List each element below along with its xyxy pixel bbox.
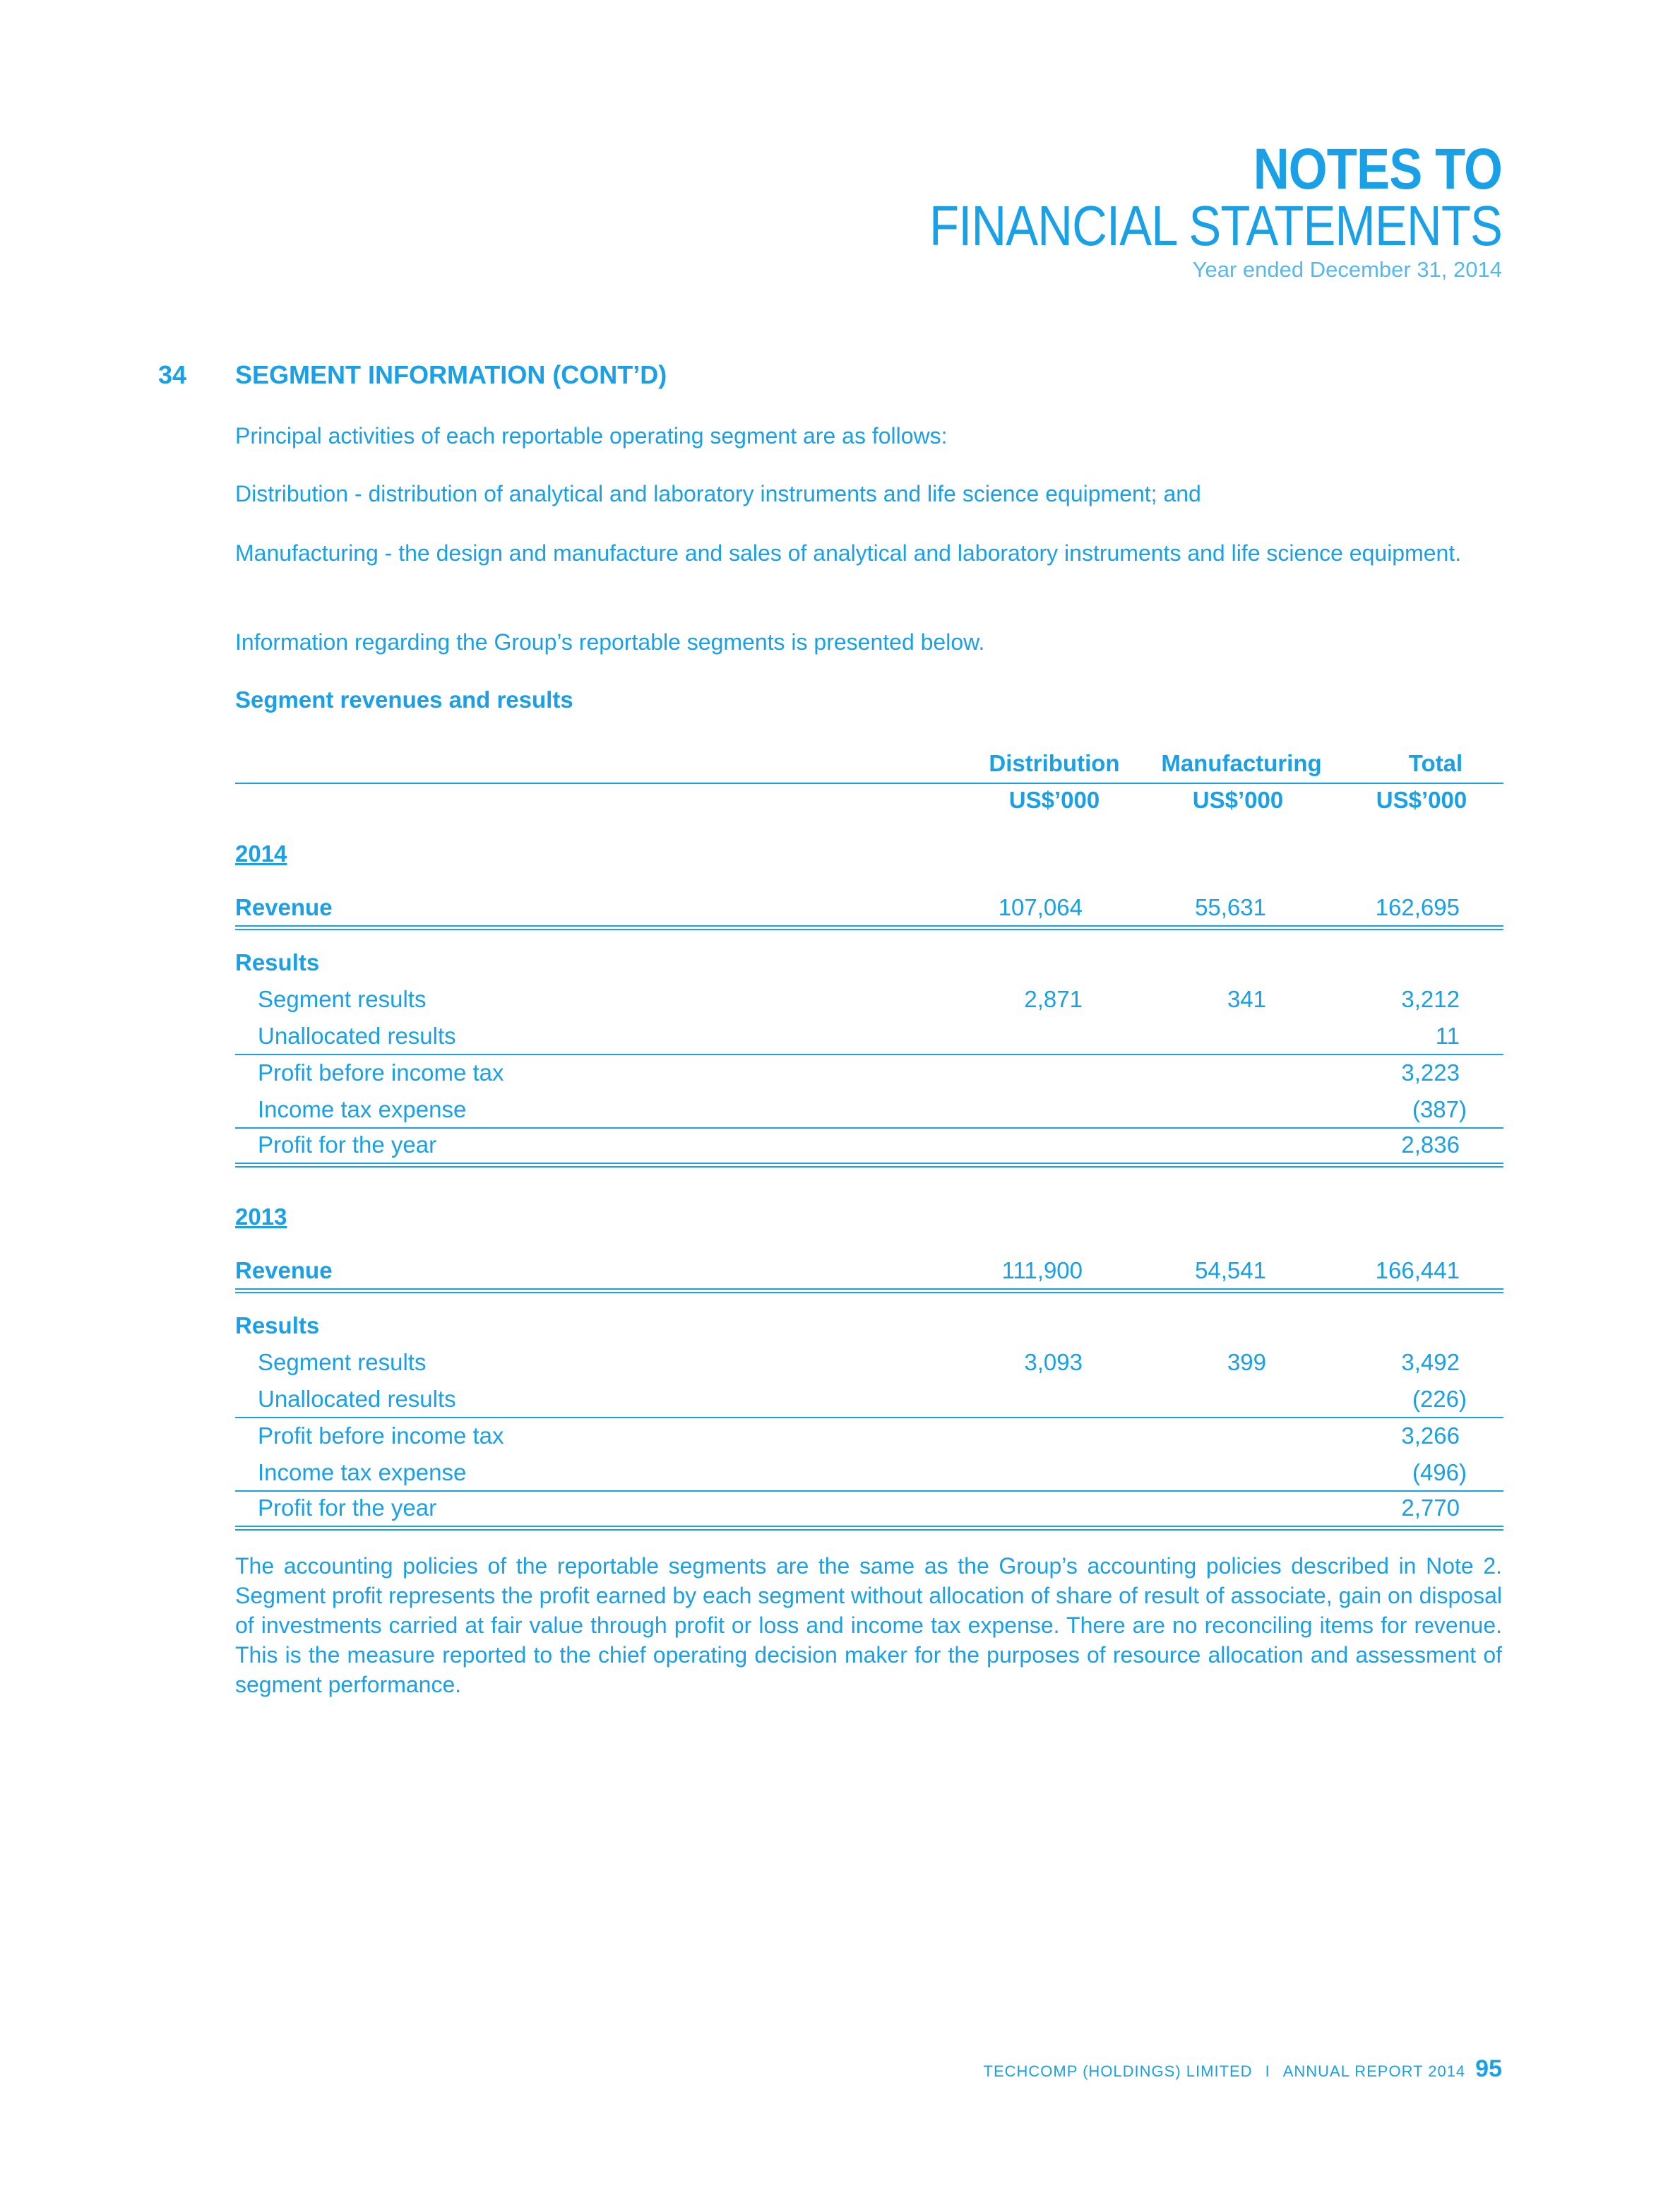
value-distribution: 3,093 (1024, 1349, 1083, 1375)
unallocated-row-2013 (235, 1386, 1503, 1417)
value-distribution: 107,064 (998, 894, 1083, 920)
unit-distribution: US$’000 (1008, 787, 1100, 813)
row-label: Profit for the year (258, 1131, 437, 1158)
unit-total: US$’000 (1376, 787, 1467, 813)
footer-company: TECHCOMP (HOLDINGS) LIMITED (983, 2062, 1253, 2080)
row-label: Unallocated results (258, 1386, 456, 1412)
value-distribution: 2,871 (1024, 986, 1083, 1012)
tax-row-2013 (235, 1459, 1503, 1490)
section-number: 34 (158, 360, 187, 389)
double-rule (235, 1288, 1503, 1293)
manufacturing-paragraph: Manufacturing - the design and manufacture and sales of analytical and laboratory instruments and life science equipment. (235, 540, 1462, 566)
col-header-total: Total (1408, 750, 1463, 776)
value-total: 2,770 (1401, 1495, 1460, 1521)
value-total: (226) (1412, 1386, 1467, 1412)
subtotal-rule (235, 1490, 1503, 1492)
segment-results-row-2013 (235, 1349, 1503, 1380)
row-label: Results (235, 949, 320, 975)
double-rule (235, 1526, 1503, 1531)
info-paragraph: Information regarding the Group’s reportable segments is presented below. (235, 629, 985, 655)
row-label: Profit before income tax (258, 1422, 504, 1449)
subtotal-rule (235, 1054, 1503, 1055)
row-label: Results (235, 1312, 320, 1338)
subheading: Segment revenues and results (235, 687, 573, 713)
value-manufacturing: 341 (1227, 986, 1266, 1012)
row-label: Income tax expense (258, 1096, 467, 1122)
page-header (836, 137, 1502, 285)
value-total: 3,266 (1401, 1422, 1460, 1449)
value-total: 3,492 (1401, 1349, 1460, 1375)
revenue-row-2014 (235, 894, 1503, 925)
footer-separator: I (1265, 2062, 1270, 2080)
section-title: SEGMENT INFORMATION (CONT’D) (235, 360, 667, 389)
double-rule (235, 1163, 1503, 1168)
revenue-row-2013 (235, 1257, 1503, 1288)
subtotal-rule (235, 1417, 1503, 1418)
row-label: Segment results (258, 986, 427, 1012)
year-heading-2014 (235, 840, 1503, 872)
profit-row-2013 (235, 1495, 1503, 1526)
row-label: Segment results (258, 1349, 427, 1375)
segment-results-row-2014 (235, 986, 1503, 1017)
tax-row-2014 (235, 1096, 1503, 1127)
results-heading-2013 (235, 1312, 1503, 1343)
value-total: 11 (1435, 1023, 1460, 1049)
header-subtitle: FINANCIAL STATEMENTS (929, 194, 1502, 257)
footer-report: ANNUAL REPORT 2014 (1282, 2062, 1466, 2080)
value-total: 3,223 (1401, 1059, 1460, 1086)
value-manufacturing: 399 (1227, 1349, 1266, 1375)
col-header-distribution: Distribution (989, 750, 1120, 776)
value-total: 2,836 (1401, 1131, 1460, 1158)
col-header-manufacturing: Manufacturing (1161, 750, 1322, 776)
accounting-note: The accounting policies of the reportable segments are the same as the Group’s accounting policies described in Note 2. Segment profit represents the profit earned by each segment without allocation of share of result of associate, gain on disposal of investments carried at fair value through profit or loss and income tax expense. There are no reconciling items for revenue. This is the measure reported to the chief operating decision maker for the purposes of resource allocation and assessment of segment performance. (235, 1553, 1502, 1697)
profit-row-2014 (235, 1131, 1503, 1163)
value-manufacturing: 54,541 (1195, 1257, 1266, 1283)
double-rule (235, 925, 1503, 930)
pbt-row-2013 (235, 1422, 1503, 1454)
header-rule (235, 783, 1503, 784)
year-label: 2014 (235, 840, 287, 867)
header-title: NOTES TO (1253, 137, 1502, 201)
row-label: Revenue (235, 1257, 333, 1283)
row-label: Revenue (235, 894, 333, 920)
unallocated-row-2014 (235, 1023, 1503, 1054)
header-period: Year ended December 31, 2014 (1192, 257, 1502, 282)
distribution-paragraph: Distribution - distribution of analytical and laboratory instruments and life science equipment; and (235, 481, 1201, 506)
subtotal-rule (235, 1127, 1503, 1129)
value-manufacturing: 55,631 (1195, 894, 1266, 920)
results-heading-2014 (235, 949, 1503, 980)
value-distribution: 111,900 (1001, 1257, 1083, 1283)
pbt-row-2014 (235, 1059, 1503, 1091)
value-total: 162,695 (1375, 894, 1460, 920)
row-label: Unallocated results (258, 1023, 456, 1049)
value-total: (387) (1412, 1096, 1467, 1122)
value-total: (496) (1412, 1459, 1467, 1485)
page-number: 95 (1475, 2055, 1502, 2082)
unit-manufacturing: US$’000 (1192, 787, 1284, 813)
value-total: 3,212 (1401, 986, 1460, 1012)
row-label: Profit for the year (258, 1495, 437, 1521)
year-heading-2013 (235, 1204, 1503, 1235)
intro-paragraph: Principal activities of each reportable operating segment are as follows: (235, 423, 948, 449)
value-total: 166,441 (1375, 1257, 1460, 1283)
page-footer (984, 2055, 1503, 2083)
row-label: Income tax expense (258, 1459, 467, 1485)
row-label: Profit before income tax (258, 1059, 504, 1086)
year-label: 2013 (235, 1204, 287, 1230)
